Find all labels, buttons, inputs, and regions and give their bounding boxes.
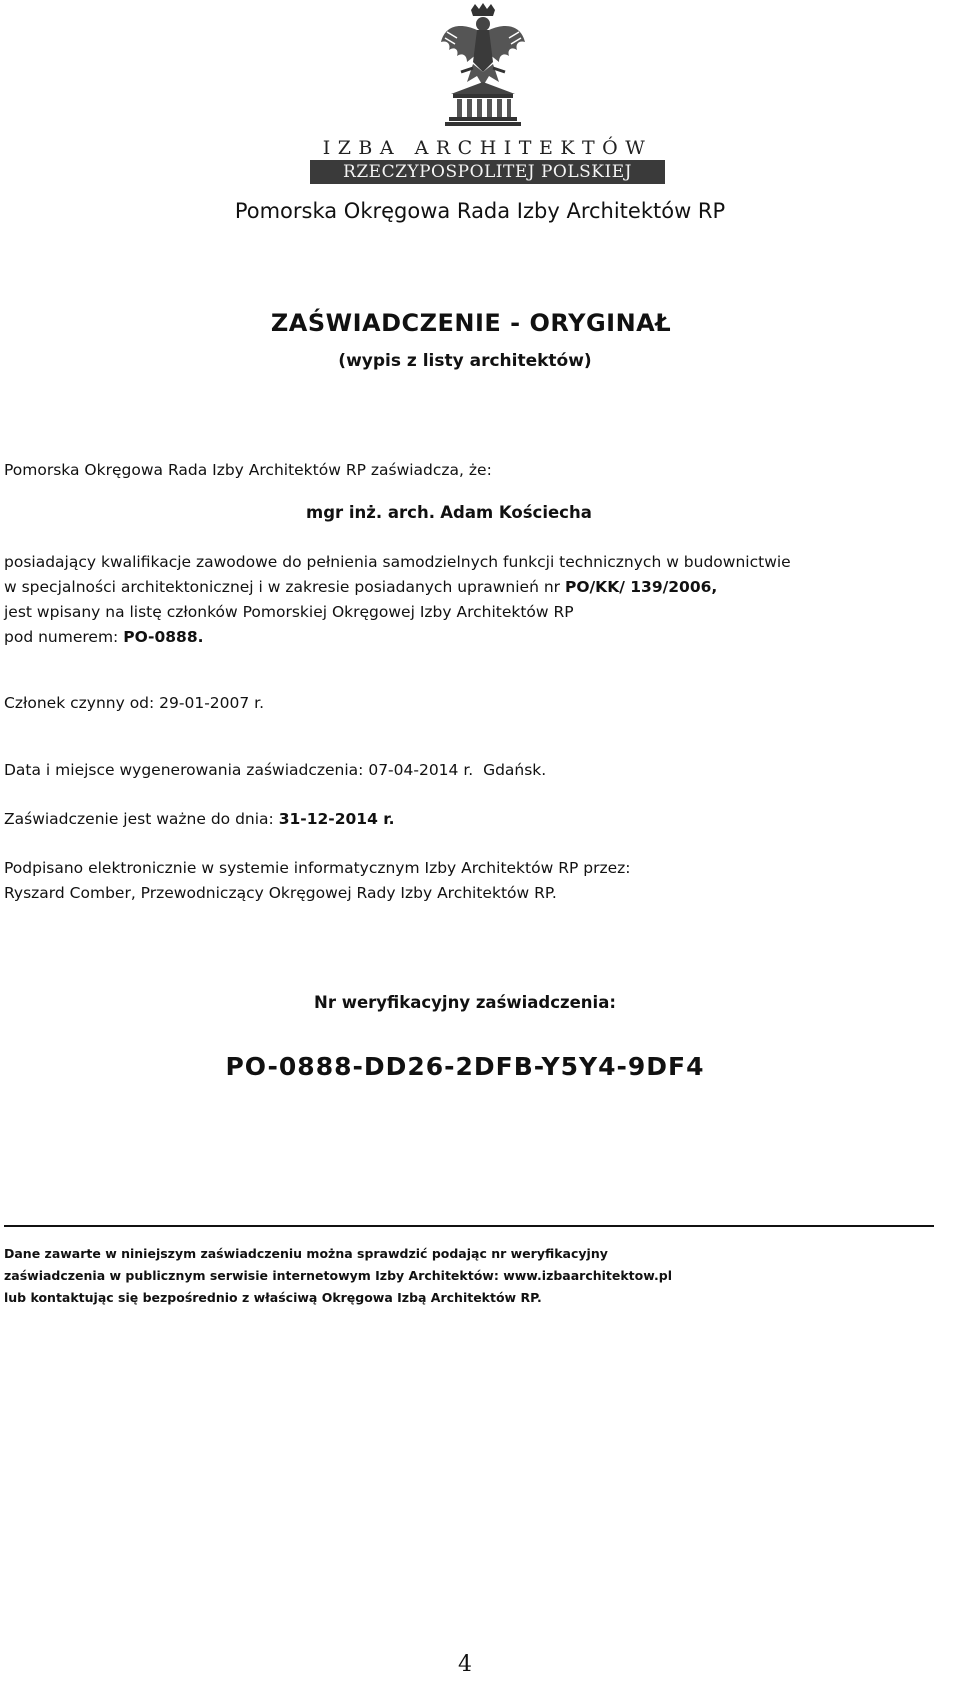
polish-eagle-crest-icon: [437, 2, 529, 128]
page-number: 4: [458, 1652, 472, 1677]
document-title: ZAŚWIADCZENIE - ORYGINAŁ: [270, 309, 672, 337]
signature-line2: Ryszard Comber, Przewodniczący Okręgowej Rady Izby Architektów RP.: [4, 884, 557, 902]
generated-line: [4, 761, 546, 779]
valid-until-line: [4, 810, 395, 828]
member-number: PO-0888.: [123, 628, 204, 646]
verification-code: PO-0888-DD26-2DFB-Y5Y4-9DF4: [225, 1052, 705, 1081]
qualification-line3: jest wpisany na listę członków Pomorskiej Okręgowej Izby Architektów RP: [4, 603, 574, 621]
signature-line1: Podpisano elektronicznie w systemie informatycznym Izby Architektów RP przez:: [4, 859, 631, 877]
chamber-name-line1: IZBA ARCHITEKTÓW: [322, 137, 653, 159]
valid-until-label: Zaświadczenie jest ważne do dnia:: [4, 810, 274, 828]
generated-label: Data i miejsce wygenerowania zaświadczenia:: [4, 761, 364, 779]
member-number-label: pod numerem:: [4, 628, 119, 646]
qualification-line2: [4, 578, 717, 596]
footnote-line1: Dane zawarte w niniejszym zaświadczeniu można sprawdzić podając nr weryfikacyjny: [4, 1246, 608, 1261]
person-name: Adam Kościecha: [440, 503, 592, 522]
footnote-line2: zaświadczenia w publicznym serwisie internetowym Izby Architektów: www.izbaarchitektow.pl: [4, 1268, 672, 1283]
generated-value: 07-04-2014 r. Gdańsk.: [368, 761, 547, 779]
verification-label: Nr weryfikacyjny zaświadczenia:: [314, 993, 616, 1012]
certifies-statement: Pomorska Okręgowa Rada Izby Architektów RP zaświadcza, że:: [4, 461, 492, 479]
license-number: PO/KK/ 139/2006,: [564, 578, 718, 596]
chamber-name-line2: RZECZYPOSPOLITEJ POLSKIEJ: [310, 160, 665, 184]
qualification-line1: posiadający kwalifikacje zawodowe do pełnienia samodzielnych funkcji technicznych w budownictwie: [4, 553, 791, 571]
footnote-line3: lub kontaktując się bezpośrednio z właściwą Okręgowa Izbą Architektów RP.: [4, 1290, 542, 1305]
member-since-line: [4, 694, 264, 712]
qualification-line2-text: w specjalności architektonicznej i w zakresie posiadanych uprawnień nr: [4, 578, 561, 596]
person-line: [306, 503, 592, 522]
council-title: Pomorska Okręgowa Rada Izby Architektów RP: [234, 199, 726, 223]
person-title-prefix: mgr inż. arch.: [306, 503, 435, 522]
member-since-label: Członek czynny od:: [4, 694, 155, 712]
qualification-line4: [4, 628, 204, 646]
member-since-value: 29-01-2007 r.: [159, 694, 265, 712]
document-subtitle: (wypis z listy architektów): [338, 351, 592, 371]
valid-until-value: 31-12-2014 r.: [278, 810, 395, 828]
footer-divider: [4, 1225, 934, 1227]
